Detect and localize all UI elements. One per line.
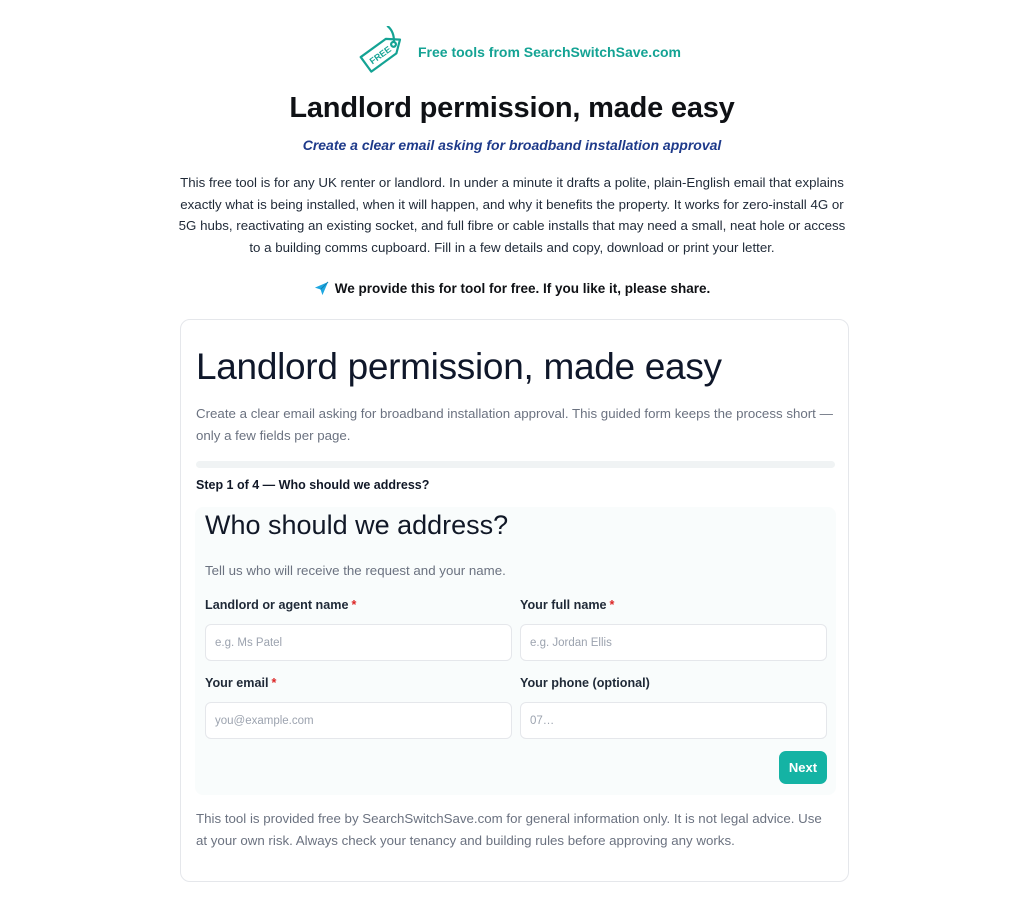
progress-bar — [196, 461, 835, 468]
required-mark: * — [271, 676, 277, 690]
required-mark: * — [609, 598, 615, 612]
full-name-label: Your full name * — [520, 598, 615, 612]
full-name-group — [520, 598, 827, 661]
step-title: Who should we address? — [205, 510, 509, 540]
paper-plane-icon — [314, 281, 329, 296]
form-card — [180, 319, 849, 882]
card-description: Create a clear email asking for broadband installation approval. This guided form keeps the process short — only a few fields per page. — [196, 406, 833, 443]
brand-logo-text: FREE — [367, 44, 394, 67]
disclaimer: This tool is provided free by SearchSwitchSave.com for general information only. It is not legal advice. Use at your own risk. Always check your tenancy and building rules before approving any works. — [196, 811, 822, 848]
page-intro: This free tool is for any UK renter or landlord. In under a minute it drafts a polite, plain-English email that explains exactly what is being installed, when it will happen, and why it benefits the property. It works for zero-install 4G or 5G hubs, reactivating an existing socket, and full fibre or cable installs that may need a small, neat hole or access to a building comms cupboard. Fill in a few details and copy, download or print your letter. — [178, 175, 846, 255]
phone-input[interactable] — [520, 702, 827, 739]
next-button[interactable]: Next — [779, 751, 827, 784]
step-label: Step 1 of 4 — Who should we address? — [196, 478, 430, 492]
email-input[interactable] — [205, 702, 512, 739]
brand-header — [357, 27, 681, 77]
step-description: Tell us who will receive the request and your name. — [205, 563, 506, 578]
landlord-name-label: Landlord or agent name * — [205, 598, 357, 612]
email-group — [205, 676, 512, 739]
email-label: Your email * — [205, 676, 277, 690]
landlord-name-input[interactable] — [205, 624, 512, 661]
share-text: We provide this for tool for free. If you like it, please share. — [334, 281, 711, 296]
brand-link[interactable]: Free tools from SearchSwitchSave.com — [418, 44, 681, 60]
landlord-name-group — [205, 598, 512, 661]
full-name-input[interactable] — [520, 624, 827, 661]
page-subtitle: Create a clear email asking for broadband installation approval — [302, 137, 722, 153]
share-banner — [0, 281, 1024, 296]
price-tag-icon — [357, 26, 409, 78]
required-mark: * — [351, 598, 357, 612]
step-panel — [195, 507, 836, 795]
phone-label: Your phone (optional) — [520, 676, 650, 690]
page-title: Landlord permission, made easy — [289, 92, 735, 124]
card-title: Landlord permission, made easy — [196, 346, 722, 387]
phone-group — [520, 676, 827, 739]
